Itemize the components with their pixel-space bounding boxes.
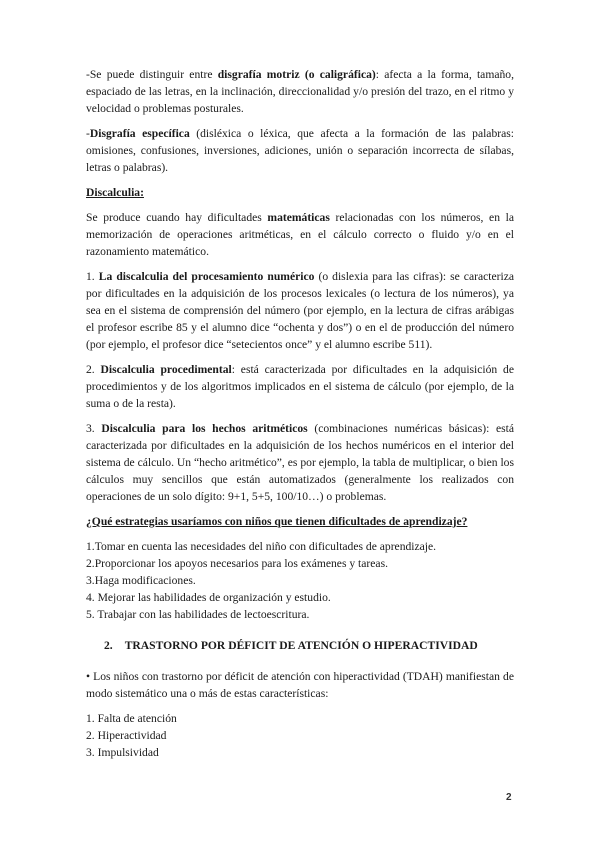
dyscalculia-item-3: 3. Discalculia para los hechos aritméticos (combinaciones numéricas básicas): está caracterizada por dificultades en la adquisición de los hechos numéricos en el interior del sistema de cálculo. Un “hecho aritmético”, es por ejemplo, la tabla de multiplicar, o bien los cálculos muy sencillos que están automatizados (generalmente los realizados con operaciones de un solo dígito: 9+1, 5+5, 100/10…) o problemas. (86, 422, 514, 503)
list-item: 5. Trabajar con las habilidades de lectoescritura. (86, 608, 310, 621)
motor-dysgraphia-term: disgrafía motriz (o caligráfica) (217, 68, 376, 81)
list-item: 1.Tomar en cuenta las necesidades del niño con dificultades de aprendizaje. (86, 540, 437, 553)
strategies-list (86, 538, 514, 623)
dysgraphia-motor-paragraph: -Se puede distinguir entre disgrafía motriz (o caligráfica): afecta a la forma, tamaño, espaciado de las letras, en la inclinación, direccionalidad y/o presión del trazo, en el ritmo y velocidad o problemas posturales. (86, 68, 514, 115)
dysgraphia-specific-paragraph: -Disgrafía específica (disléxica o léxica, que afecta a la formación de las palabras: omisiones, confusiones, inversiones, adiciones, unión o separación incorrecta de sílabas, letras o palabras). (86, 127, 514, 174)
list-item: 1. Falta de atención (86, 712, 177, 725)
section-2-heading: 2. TRASTORNO POR DÉFICIT DE ATENCIÓN O HIPERACTIVIDAD (104, 639, 478, 652)
document-page (86, 66, 514, 761)
list-item: 2. Hiperactividad (86, 729, 167, 742)
adhd-intro: • Los niños con trastorno por déficit de atención con hiperactividad (TDAH) manifiestan de modo sistemático una o más de estas características: (86, 670, 514, 700)
strategies-heading: ¿Qué estrategias usaríamos con niños que tienen dificultades de aprendizaje? (86, 515, 468, 528)
adhd-list (86, 710, 514, 761)
list-item: 4. Mejorar las habilidades de organización y estudio. (86, 591, 331, 604)
specific-dysgraphia-term: Disgrafía específica (89, 127, 190, 140)
dyscalculia-heading: Discalculia: (86, 186, 144, 199)
dyscalculia-item-2: 2. Discalculia procedimental: está caracterizada por dificultades en la adquisición de procedimientos y de los algoritmos implicados en el sistema de cálculo (por ejemplo, de la suma o de la resta). (86, 363, 515, 410)
list-item: 3. Impulsividad (86, 746, 159, 759)
list-item: 2.Proporcionar los apoyos necesarios para los exámenes y tareas. (86, 557, 388, 570)
dyscalculia-item-1: 1. La discalculia del procesamiento numérico (o dislexia para las cifras): se caracteriza por dificultades en la adquisición de los procesos lexicales (o lectura de los números), ya sea en el sistema de comprensión del número (por ejemplo, en la lectura de cifras arábigas el profesor escribe 85 y el alumno dice “ochenta y dos”) o en el de producción del número (por ejemplo, el profesor dice “setecientos once” y el alumno escribe 511). (86, 270, 514, 351)
dyscalculia-intro: Se produce cuando hay dificultades matemáticas relacionadas con los números, en la memorización de operaciones aritméticas, en el cálculo correcto o fluido y/o en el razonamiento matemático. (86, 211, 514, 258)
list-item: 3.Haga modificaciones. (86, 574, 196, 587)
page-number: 2 (506, 792, 512, 803)
